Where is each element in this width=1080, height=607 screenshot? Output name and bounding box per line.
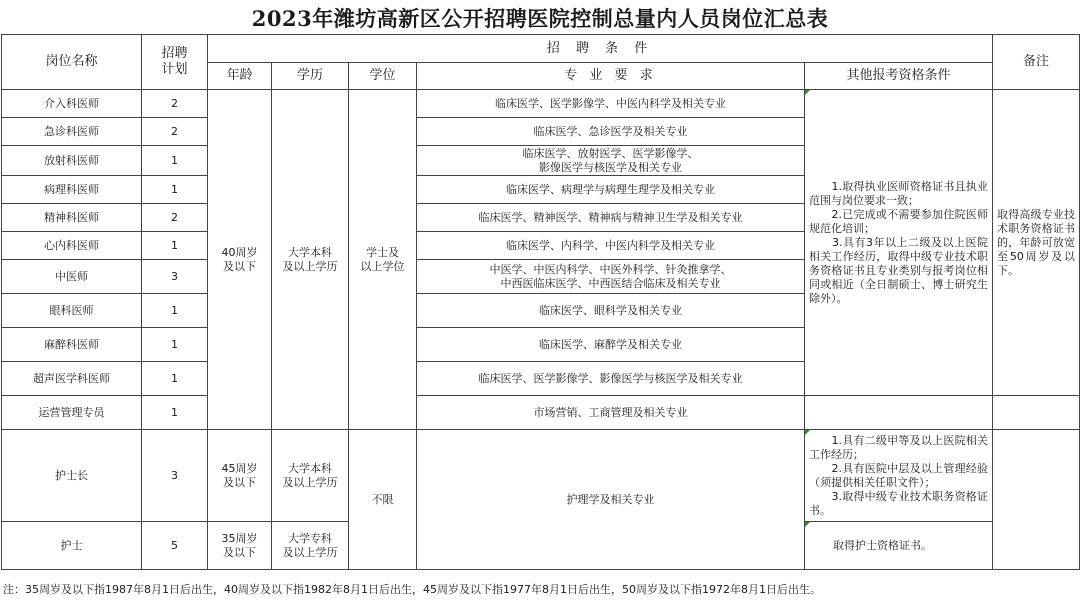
major-requirement: 临床医学、麻醉学及相关专业 [417,328,805,362]
position-name: 运营管理专员 [2,396,142,430]
major-requirement: 临床医学、精神医学、精神病与精神卫生学及相关专业 [417,204,805,232]
plan-count: 2 [142,118,208,146]
other-qualifications: 取得护士资格证书。 [805,522,993,570]
degree-requirement: 学士及 以上学位 [349,90,417,430]
header-plan: 招聘 计划 [142,35,208,90]
header-other: 其他报考资格条件 [805,63,993,90]
position-name: 急诊科医师 [2,118,142,146]
age-requirement: 35周岁 及以下 [208,522,272,570]
major-requirement: 护理学及相关专业 [417,430,805,570]
comment-marker-icon [805,90,810,95]
age-requirement: 45周岁 及以下 [208,430,272,522]
major-requirement: 中医学、中医内科学、中医外科学、针灸推拿学、 中西医临床医学、中西医结合临床及相关专业 [417,260,805,294]
education-requirement: 大学本科 及以上学历 [272,430,349,522]
education-requirement: 大学专科 及以上学历 [272,522,349,570]
plan-count: 1 [142,176,208,204]
position-name: 介入科医师 [2,90,142,118]
position-name: 精神科医师 [2,204,142,232]
position-name: 护士长 [2,430,142,522]
plan-count: 3 [142,430,208,522]
major-requirement: 临床医学、医学影像学、中医内科学及相关专业 [417,90,805,118]
recruitment-table [1,34,1080,570]
table-row [2,430,1080,522]
table-row [2,396,1080,430]
major-requirement: 临床医学、病理学与病理生理学及相关专业 [417,176,805,204]
degree-requirement: 不限 [349,430,417,570]
position-name: 心内科医师 [2,232,142,260]
plan-count: 1 [142,294,208,328]
header-major: 专 业 要 求 [417,63,805,90]
position-name: 护士 [2,522,142,570]
comment-marker-icon [805,522,810,527]
table-row [2,90,1080,118]
major-requirement: 临床医学、医学影像学、影像医学与核医学及相关专业 [417,362,805,396]
document-title: 2023年潍坊高新区公开招聘医院控制总量内人员岗位汇总表 [251,6,829,31]
header-conditions: 招 聘 条 件 [208,35,993,63]
header-age: 年龄 [208,63,272,90]
other-qualifications: 1.具有二级甲等及以上医院相关工作经历； 2.具有医院中层及以上管理经验（须提供相关任职文件）； 3.取得中级专业技术职务资格证书。 [805,430,993,522]
plan-count: 2 [142,90,208,118]
header-position: 岗位名称 [2,35,142,90]
plan-count: 1 [142,146,208,176]
header-remark: 备注 [993,35,1080,90]
comment-marker-icon [805,430,810,435]
footnote: 注：35周岁及以下指1987年8月1日后出生，40周岁及以下指1982年8月1日后出生，45周岁及以下指1977年8月1日后出生，50周岁及以下指1972年8月1日后出生。 [3,583,821,596]
other-qualifications: 1.取得执业医师资格证书且执业范围与岗位要求一致； 2.已完成或不需要参加住院医师规范化培训； 3.具有3年以上二级及以上医院相关工作经历，取得中级专业技术职务资格证书且专业类别与报考岗位相同或相近（全日制硕士、博士研究生除外）。 [805,90,993,396]
plan-count: 5 [142,522,208,570]
header-degree: 学位 [349,63,417,90]
major-requirement: 市场营销、工商管理及相关专业 [417,396,805,430]
position-name: 麻醉科医师 [2,328,142,362]
position-name: 中医师 [2,260,142,294]
plan-count: 1 [142,396,208,430]
education-requirement: 大学本科 及以上学历 [272,90,349,430]
major-requirement: 临床医学、急诊医学及相关专业 [417,118,805,146]
remark-empty [993,396,1080,430]
position-name: 病理科医师 [2,176,142,204]
plan-count: 1 [142,362,208,396]
remark: 取得高级专业技术职务资格证书的，年龄可放宽至50周岁及以下。 [993,90,1080,396]
major-requirement: 临床医学、放射医学、医学影像学、 影像医学与核医学及相关专业 [417,146,805,176]
position-name: 超声医学科医师 [2,362,142,396]
plan-count: 3 [142,260,208,294]
remark-empty [993,430,1080,570]
position-name: 眼科医师 [2,294,142,328]
major-requirement: 临床医学、内科学、中医内科学及相关专业 [417,232,805,260]
age-requirement: 40周岁 及以下 [208,90,272,430]
header-education: 学历 [272,63,349,90]
plan-count: 1 [142,232,208,260]
position-name: 放射科医师 [2,146,142,176]
other-qualifications-empty [805,396,993,430]
major-requirement: 临床医学、眼科学及相关专业 [417,294,805,328]
plan-count: 1 [142,328,208,362]
plan-count: 2 [142,204,208,232]
